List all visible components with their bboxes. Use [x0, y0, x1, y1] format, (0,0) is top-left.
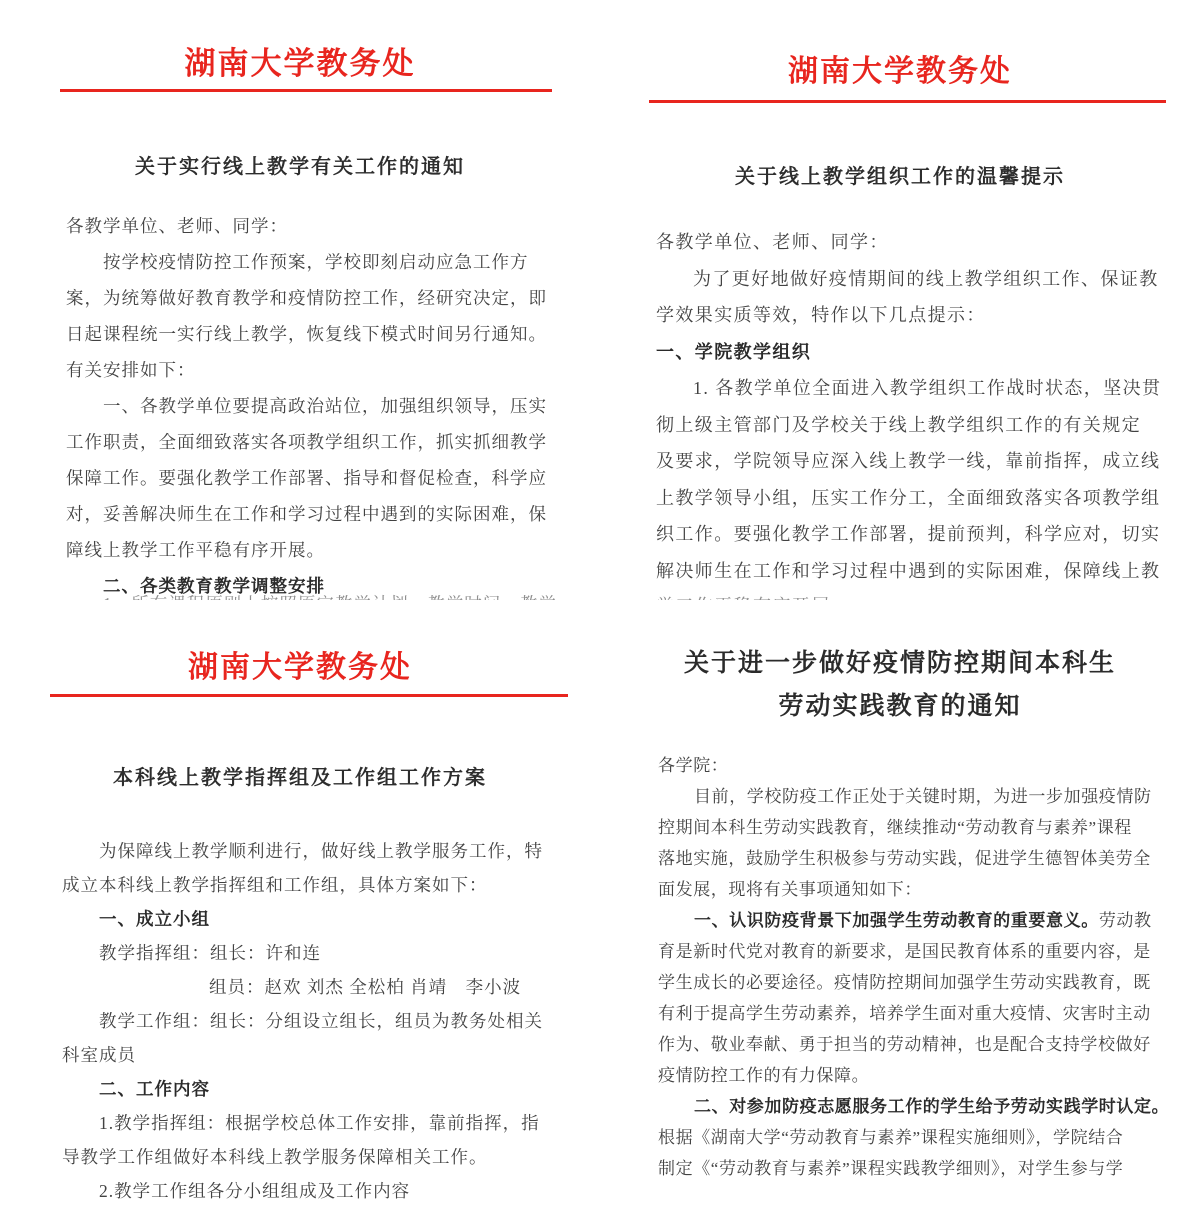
body-line: 一、认识防疫背景下加强学生劳动教育的重要意义。劳动教	[694, 911, 1152, 930]
body-line: 1. 各教学单位全面进入教学组织工作战时状态，坚决贯	[693, 378, 1162, 398]
body-line: 组员：赵欢 刘杰 全松柏 肖靖 李小波	[209, 977, 522, 997]
doc-title-line-2: 劳动实践教育的通知	[778, 693, 1022, 720]
body-line: 按学校疫情防控工作预案，学校即刻启动应急工作方	[103, 252, 529, 272]
body-line: 教学工作组：组长：分组设立组长，组员为教务处相关	[99, 1011, 543, 1031]
doc-body	[66, 208, 546, 604]
document-page-labor-practice-notice	[600, 600, 1200, 1200]
doc-title: 本科线上教学指挥组及工作组工作方案	[113, 767, 487, 789]
org-header: 湖南大学教务处	[184, 46, 416, 81]
doc-body	[658, 750, 1178, 1184]
document-page-teaching-organization-tips	[600, 0, 1200, 600]
body-line: 各教学单位、老师、同学：	[66, 216, 288, 236]
body-line: 根据《湖南大学“劳动教育与素养”课程实施细则》，学院结合	[658, 1128, 1124, 1147]
body-line: 彻上级主管部门及学校关于线上教学组织工作的有关规定	[656, 414, 1141, 435]
body-line: 及要求，学院领导应深入线上教学一线，靠前指挥，成立线	[656, 451, 1161, 471]
body-line: 工作职责，全面细致落实各项教学组织工作，抓实抓细教学	[66, 432, 547, 452]
body-line: 二、工作内容	[99, 1079, 210, 1099]
body-line: 一、学院教学组织	[656, 341, 812, 362]
red-divider	[50, 694, 568, 697]
body-line: 制定《“劳动教育与素养”课程实践教学细则》，对学生参与学	[658, 1159, 1124, 1178]
body-line: 2.教学工作组各分小组组成及工作内容	[99, 1181, 411, 1201]
org-header: 湖南大学教务处	[188, 651, 412, 684]
doc-title: 关于线上教学组织工作的温馨提示	[735, 166, 1065, 188]
body-line: 育是新时代党对教育的新要求，是国民教育体系的重要内容，是	[658, 942, 1151, 961]
red-divider	[60, 89, 552, 92]
body-line: 目前，学校防疫工作正处于关键时期，为进一步加强疫情防	[694, 787, 1152, 806]
body-line: 各学院：	[658, 756, 729, 775]
body-line: 为了更好地做好疫情期间的线上教学组织工作、保证教	[693, 268, 1159, 289]
body-line: 面发展，现将有关事项通知如下：	[658, 880, 922, 899]
body-line: 解决师生在工作和学习过程中遇到的实际困难，保障线上教	[656, 560, 1161, 581]
body-line: 对，妥善解决师生在工作和学习过程中遇到的实际困难，保	[66, 504, 547, 524]
body-line: 上教学领导小组，压实工作分工，全面细致落实各项教学组	[656, 487, 1161, 508]
body-line: 各教学单位、老师、同学：	[656, 232, 889, 252]
body-line: 障线上教学工作平稳有序开展。	[66, 540, 325, 560]
doc-title	[600, 642, 1200, 728]
doc-title: 关于实行线上教学有关工作的通知	[135, 156, 465, 178]
document-page-notice-online-teaching	[0, 0, 600, 600]
body-line: 落地实施，鼓励学生积极参与劳动实践，促进学生德智体美劳全	[658, 849, 1151, 868]
body-line: 一、各教学单位要提高政治站位，加强组织领导，压实	[103, 396, 547, 416]
body-line: 案，为统筹做好教育教学和疫情防控工作，经研究决定，即	[66, 288, 547, 308]
doc-title-line-1: 关于进一步做好疫情防控期间本科生	[683, 650, 1116, 677]
body-line: 一、成立小组	[99, 909, 210, 929]
body-line: 教学指挥组：组长：许和连	[99, 943, 321, 963]
body-line: 有利于提高学生劳动素养，培养学生面对重大疫情、灾害时主动	[658, 1004, 1151, 1023]
body-line: 日起课程统一实行线上教学，恢复线下模式时间另行通知。	[66, 324, 547, 344]
org-header: 湖南大学教务处	[788, 55, 1012, 88]
body-line: 保障工作。要强化教学工作部署、指导和督促检查，科学应	[66, 468, 547, 488]
body-line: 控期间本科生劳动实践教育，继续推动“劳动教育与素养”课程	[658, 818, 1132, 837]
body-line: 二、各类教育教学调整安排	[103, 576, 325, 596]
body-line: 科室成员	[62, 1045, 136, 1065]
body-line: 1.教学指挥组：根据学校总体工作安排，靠前指挥，指	[99, 1113, 540, 1133]
body-line: 为保障线上教学顺利进行，做好线上教学服务工作，特	[99, 841, 543, 861]
body-line: 作为、敬业奉献、勇于担当的劳动精神，也是配合支持学校做好	[658, 1035, 1151, 1054]
body-line: 织工作。要强化教学工作部署，提前预判，科学应对，切实	[656, 524, 1161, 544]
red-divider	[649, 100, 1166, 103]
body-line: 二、对参加防疫志愿服务工作的学生给予劳动实践学时认定。	[694, 1097, 1170, 1116]
body-line: 有关安排如下：	[66, 360, 196, 380]
body-line: 成立本科线上教学指挥组和工作组，具体方案如下：	[62, 875, 488, 895]
body-line: 疫情防控工作的有力保障。	[658, 1066, 870, 1085]
body-line: 学效果实质等效，特作以下几点提示：	[656, 305, 986, 325]
body-line: 学生成长的必要途径。疫情防控期间加强学生劳动实践教育，既	[658, 973, 1151, 992]
doc-body	[656, 224, 1166, 589]
doc-body	[62, 834, 544, 1208]
document-page-command-group-plan	[0, 600, 600, 1200]
body-line: 导教学工作组做好本科线上教学服务保障相关工作。	[62, 1147, 488, 1167]
